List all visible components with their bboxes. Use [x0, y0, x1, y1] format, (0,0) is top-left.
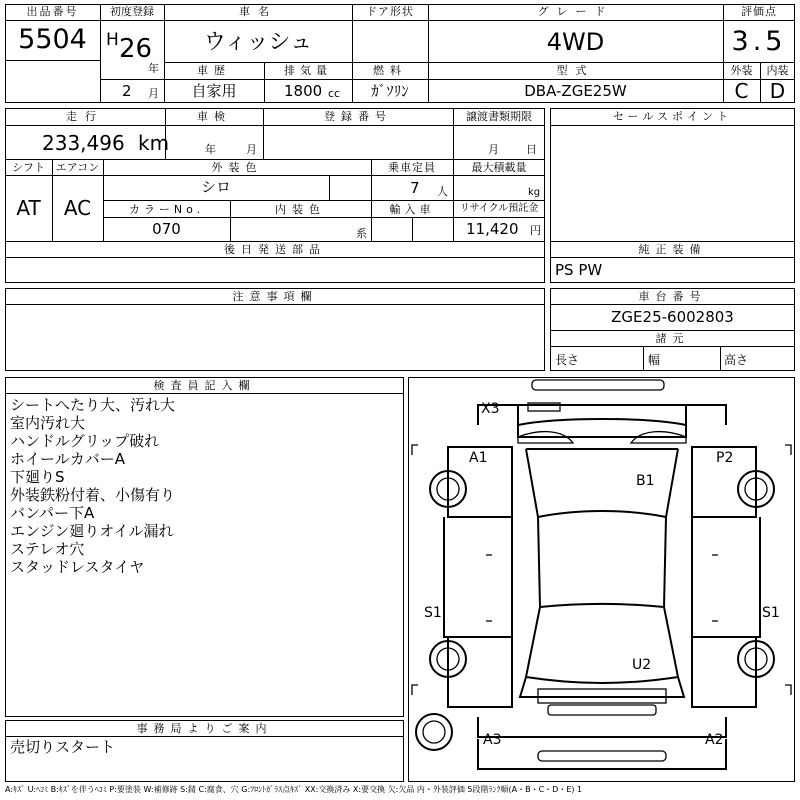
fuel-label: 燃料: [373, 64, 407, 77]
int-color-unit: 系: [356, 227, 367, 240]
interior-score: D: [769, 79, 786, 103]
inspection-year-unit: 年: [205, 143, 216, 156]
mark-a3: A3: [483, 732, 502, 748]
color-no-label: カラーNo.: [128, 203, 205, 216]
door-label: ドア形状: [366, 5, 414, 18]
inspector-note: 室内汚れ大: [10, 414, 86, 432]
first-reg-year: 26: [119, 34, 153, 64]
inspector-note: 外装鉄粉付着、小傷有り: [10, 486, 176, 504]
history-label: 車歴: [197, 64, 231, 77]
exterior-score: C: [734, 79, 749, 103]
fuel: ｶﾞｿﾘﾝ: [371, 82, 409, 100]
ac: AC: [63, 196, 92, 220]
grade-label: グレード: [537, 5, 614, 18]
first-reg-month: 2: [122, 82, 132, 100]
width-label: 幅: [648, 353, 661, 367]
inspector-note: シートへたり大、汚れ大: [10, 396, 176, 414]
max-load-label: 最大積載量: [471, 161, 527, 174]
mileage: 233,496: [42, 131, 125, 155]
ac-label: エアコン: [55, 161, 100, 174]
exterior-label: 外装: [730, 64, 753, 77]
history: 自家用: [191, 82, 237, 100]
era: H: [106, 30, 119, 50]
score-label: 評価点: [741, 5, 777, 18]
inspector-note: エンジン廻りオイル漏れ: [10, 522, 174, 540]
office-text: 売切りスタート: [10, 738, 116, 756]
reg-no-label: 登録番号: [324, 110, 392, 123]
later-parts-label: 後日発送部品: [224, 243, 326, 256]
mark-s1-right: S1: [762, 605, 780, 621]
year-unit: 年: [148, 62, 159, 75]
recycle-fee: 11,420: [466, 220, 519, 238]
spec-label: 諸元: [655, 332, 690, 345]
capacity-label: 乗車定員: [388, 161, 436, 174]
displacement-unit: cc: [328, 87, 341, 100]
notice-label: 注意事項欄: [232, 290, 318, 303]
genuine-equipment: PS PW: [555, 261, 603, 279]
max-load-unit: kg: [528, 187, 541, 198]
recycle-label: リサイクル預託金: [459, 203, 539, 214]
mark-b1: B1: [636, 473, 655, 489]
displacement: 1800: [284, 82, 323, 100]
grade: 4WD: [546, 28, 605, 56]
recycle-unit: 円: [530, 224, 541, 237]
displacement-label: 排気量: [284, 64, 332, 77]
inspector-notes: [10, 396, 175, 576]
score: 3.5: [731, 26, 787, 57]
sales-point-label: セールスポイント: [612, 110, 732, 123]
car-name-label: 車名: [239, 5, 277, 18]
transfer-label: 譲渡書類期限: [466, 110, 532, 123]
inspector-note: ステレオ穴: [10, 540, 85, 558]
lot-no-label: 出品番号: [26, 5, 79, 18]
shift: AT: [16, 196, 41, 220]
ext-color: シロ: [200, 178, 231, 196]
lot-no: 5504: [18, 24, 87, 55]
transfer-month-unit: 月: [488, 143, 499, 156]
transfer-day-unit: 日: [526, 143, 537, 156]
mark-a2: A2: [705, 732, 724, 748]
car-name: ウィッシュ: [203, 30, 313, 55]
month-unit: 月: [148, 87, 159, 100]
shift-label: シフト: [12, 161, 45, 174]
height-label: 高さ: [724, 353, 749, 367]
inspector-note: スタッドレスタイヤ: [10, 558, 145, 576]
capacity-unit: 人: [437, 185, 448, 198]
mark-p2: P2: [716, 450, 734, 466]
inspector-note: バンパー下A: [10, 504, 95, 522]
ext-color-label: 外装色: [211, 161, 263, 174]
car-diagram: [408, 377, 795, 782]
import-label: 輸入車: [389, 203, 435, 216]
inspection-month-unit: 月: [246, 143, 257, 156]
mark-u2: U2: [632, 657, 652, 673]
length-label: 長さ: [555, 353, 580, 367]
capacity: 7: [410, 179, 420, 197]
inspector-label: 検査員記入欄: [153, 379, 256, 392]
color-no: 070: [152, 220, 181, 238]
genuine-label: 純正装備: [638, 243, 707, 256]
chassis-number: ZGE25-6002803: [611, 308, 734, 326]
chassis-label: 車台番号: [638, 290, 707, 303]
footer-legend: A:ｷｽﾞ U:ﾍｺﾐ B:ｷｽﾞを伴うﾍｺﾐ P:要塗装 W:補修跡 S:錆 C:腐食、穴 G:ﾌﾛﾝﾄｶﾞﾗｽ点ｷｽﾞ XX:交換済み X:要交換 欠:欠品 内・外装評価 5段階ﾗﾝｸ順(A・B・C・D・E) 1: [5, 785, 583, 794]
mileage-unit: km: [138, 131, 170, 155]
model-label: 型式: [556, 64, 595, 77]
mileage-label: 走行: [66, 110, 104, 123]
inspector-note: ハンドルグリップ破れ: [10, 432, 160, 450]
first-reg-label: 初度登録: [110, 5, 154, 18]
interior-label: 内装: [766, 64, 789, 77]
mark-x3: X3: [481, 401, 500, 417]
int-color-label: 内装色: [275, 203, 326, 216]
inspector-note: ホイールカバーA: [10, 450, 125, 468]
inspection-label: 車検: [197, 110, 231, 123]
model: DBA-ZGE25W: [524, 82, 627, 100]
mark-s1-left: S1: [424, 605, 442, 621]
office-label: 事務局よりご案内: [136, 722, 273, 735]
mark-a1: A1: [469, 450, 488, 466]
inspector-note: 下廻りS: [10, 468, 65, 486]
